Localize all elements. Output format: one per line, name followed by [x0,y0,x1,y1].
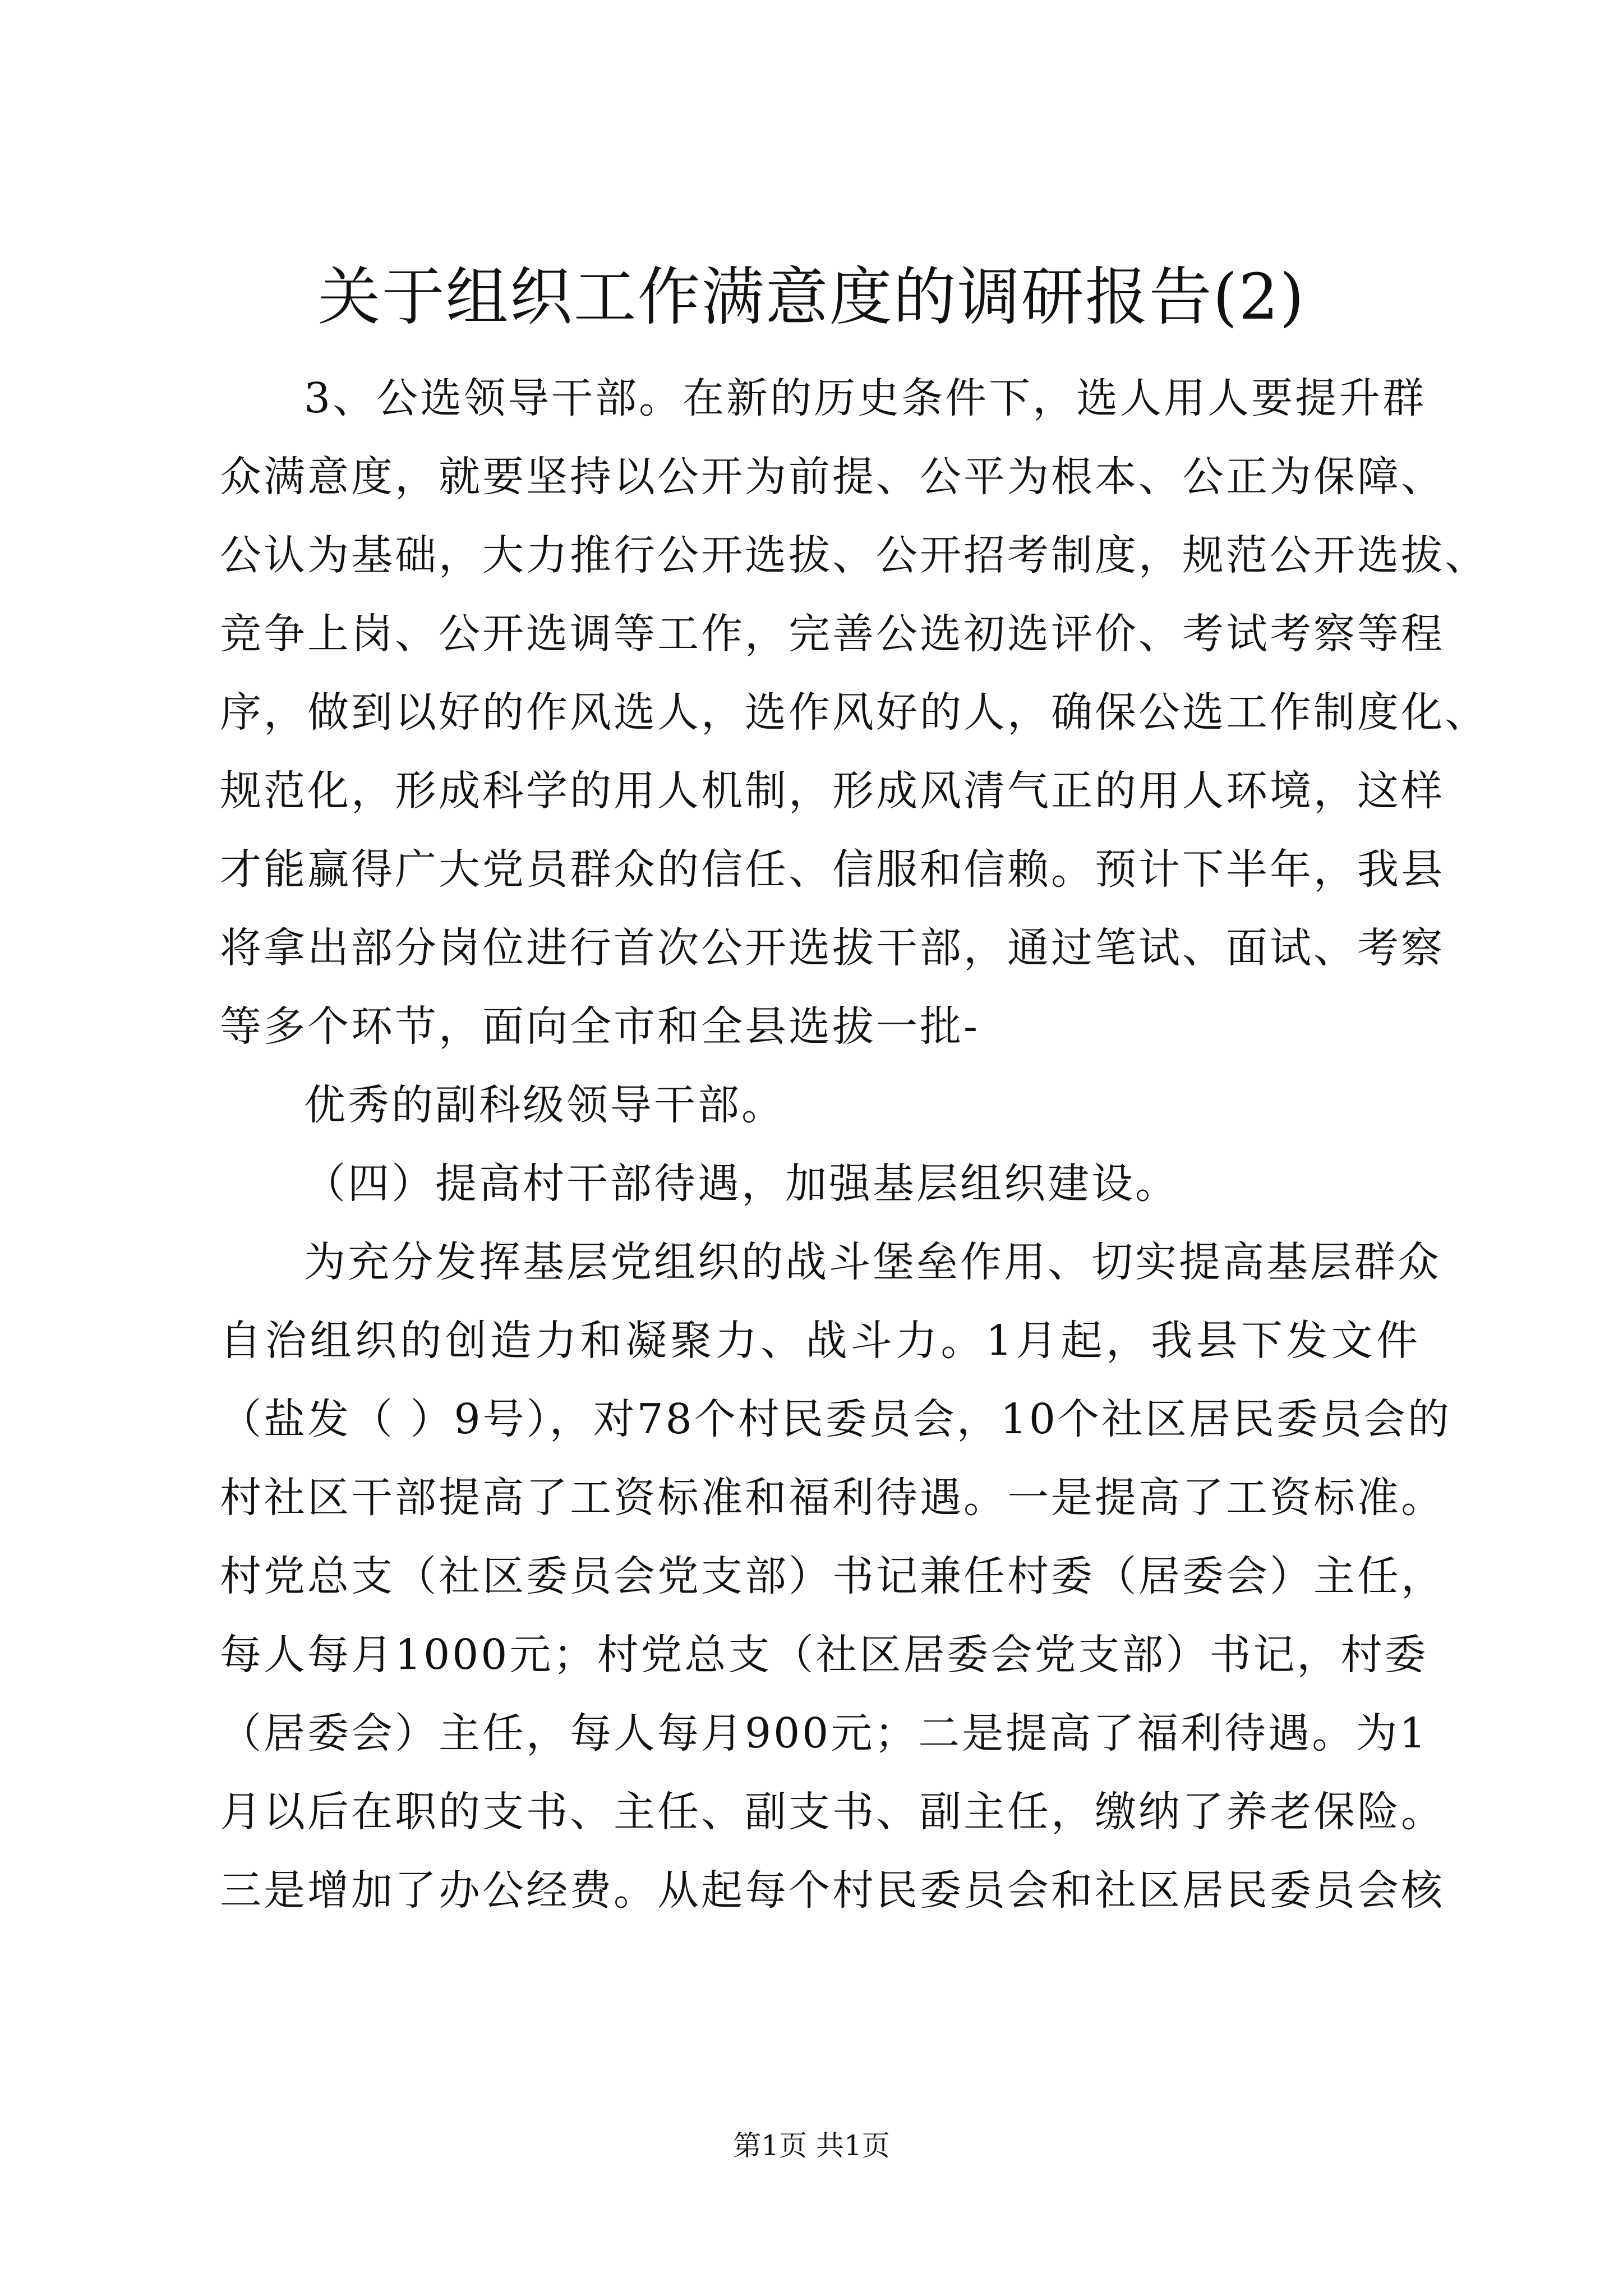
text-line: 序，做到以好的作风选人，选作风好的人，确保公选工作制度化、 [220,688,1488,737]
text-line: 优秀的副科级领导干部。 [304,1081,785,1129]
text-line: （盐发（ ）9号），对78个村民委员会，10个社区居民委员会的 [220,1395,1451,1443]
text-line: 村党总支（社区委员会党支部）书记兼任村委（居委会）主任， [220,1552,1445,1600]
page-title: 关于组织工作满意度的调研报告(2) [317,261,1306,334]
text-line: 为充分发挥基层党组织的战斗堡垒作用、切实提高基层群众 [304,1238,1441,1286]
section-heading: （四）提高村干部待遇，加强基层组织建设。 [304,1159,1179,1208]
text-line: 自治组织的创造力和凝聚力、战斗力。1月起，我县下发文件 [220,1317,1420,1365]
text-line: （居委会）主任，每人每月900元；二是提高了福利待遇。为1 [220,1709,1428,1757]
text-line: 3、公选领导干部。在新的历史条件下，选人用人要提升群 [304,374,1427,422]
text-line: 规范化，形成科学的用人机制，形成风清气正的用人环境，这样 [220,767,1445,815]
text-line: 等多个环节，面向全市和全县选拔一批- [220,1002,980,1051]
text-line: 每人每月1000元；村党总支（社区居委会党支部）书记，村委 [220,1631,1428,1679]
text-line: 月以后在职的支书、主任、副支书、副主任，缴纳了养老保险。 [220,1788,1445,1836]
text-line: 公认为基础，大力推行公开选拔、公开招考制度，规范公开选拔、 [220,531,1488,579]
text-line: 才能赢得广大党员群众的信任、信服和信赖。预计下半年，我县 [220,845,1445,894]
text-line: 竞争上岗、公开选调等工作，完善公选初选评价、考试考察等程 [220,610,1445,658]
text-line: 将拿出部分岗位进行首次公开选拔干部，通过笔试、面试、考察 [220,924,1445,972]
text-line: 三是增加了办公经费。从起每个村民委员会和社区居民委员会核 [220,1866,1445,1915]
document-body [220,359,1488,1930]
text-line: 村社区干部提高了工资标准和福利待遇。一是提高了工资标准。 [220,1474,1445,1522]
page-footer: 第1页 共1页 [733,2129,890,2162]
text-line: 众满意度，就要坚持以公开为前提、公平为根本、公正为保障、 [220,453,1445,501]
